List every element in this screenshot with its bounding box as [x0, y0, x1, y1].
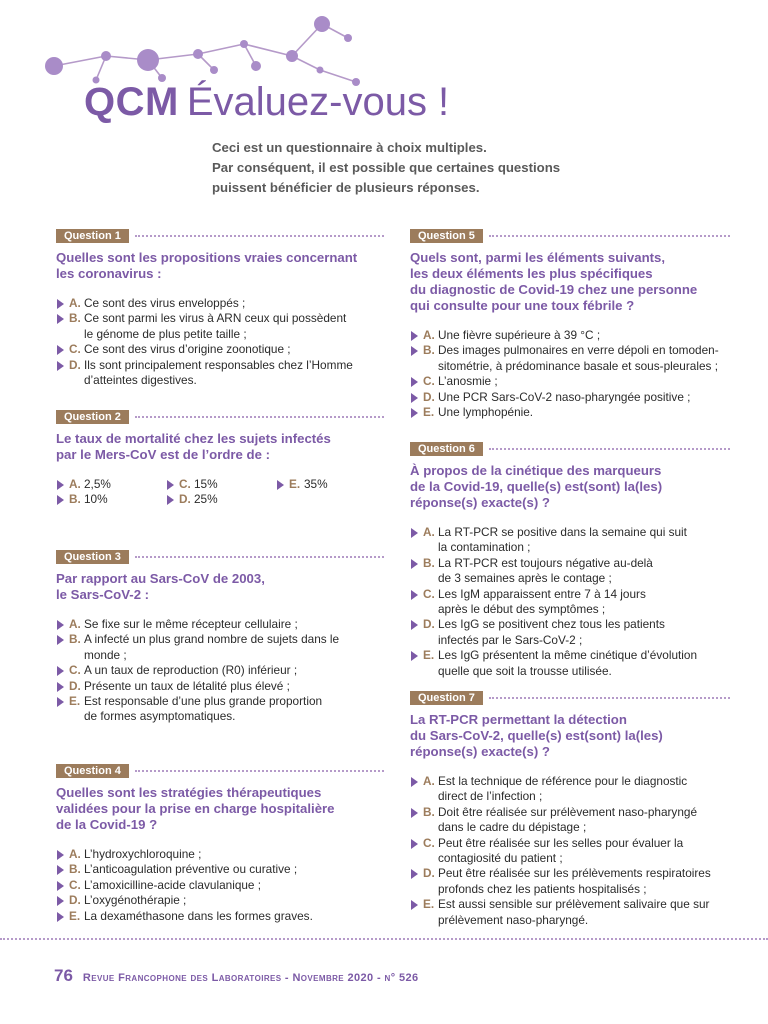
answer-letter: B. — [69, 311, 81, 326]
question-header — [56, 764, 384, 778]
answer-option — [56, 679, 384, 694]
answer-option — [410, 405, 730, 420]
answer-list — [56, 617, 384, 725]
bullet-icon — [56, 620, 65, 630]
answer-letter: E. — [423, 405, 435, 420]
answer-letter: D. — [423, 866, 435, 881]
question-4 — [56, 764, 384, 924]
bullet-icon — [410, 839, 419, 849]
answer-letter: C. — [69, 877, 81, 892]
bullet-icon — [56, 361, 65, 371]
bullet-icon — [166, 480, 175, 490]
page-footer — [54, 966, 419, 986]
answer-letter: A. — [423, 774, 435, 788]
answer-list — [410, 774, 730, 928]
answer-text: Est la technique de référence pour le diagnostic direct de l’infection ; — [438, 774, 688, 804]
dotted-divider — [135, 770, 384, 772]
answer-text: Est aussi sensible sur prélèvement salivaire que sur prélèvement naso-pharyngé. — [438, 897, 710, 927]
answer-list — [410, 525, 730, 679]
question-6 — [410, 442, 730, 679]
bullet-icon — [410, 559, 419, 569]
answer-text: 10% — [84, 492, 108, 507]
question-title-line: La RT-PCR permettant la détection — [410, 712, 627, 727]
answer-letter: A. — [69, 296, 81, 310]
question-tag: Question 2 — [56, 410, 129, 424]
question-title-line: Quelles sont les propositions vraies concernant — [56, 250, 358, 265]
intro-line: Par conséquent, il est possible que certaines questions — [212, 160, 561, 175]
answer-option — [56, 862, 384, 877]
question-title-line: À propos de la cinétique des marqueurs — [410, 463, 662, 478]
bullet-icon — [410, 808, 419, 818]
answer-letter: B. — [69, 632, 81, 647]
question-title-line: les deux éléments les plus spécifiques — [410, 266, 653, 281]
answer-letter: E. — [69, 908, 81, 923]
journal-reference: Revue Francophone des Laboratoires - Novembre 2020 - n° 526 — [82, 972, 419, 984]
bullet-icon — [410, 620, 419, 630]
answer-letter: E. — [69, 694, 81, 709]
answer-text: La RT-PCR se positive dans la semaine qui suit la contamination ; — [438, 525, 687, 555]
answer-option — [56, 694, 384, 725]
answer-option — [166, 492, 276, 507]
answer-list — [410, 328, 730, 420]
answer-letter: D. — [69, 357, 81, 372]
question-title — [410, 712, 730, 760]
answer-letter: C. — [69, 663, 81, 678]
question-header — [56, 229, 384, 243]
page-number: 76 — [54, 966, 73, 985]
answer-option — [410, 836, 730, 867]
answer-text: L’anticoagulation préventive ou curative ; — [84, 862, 298, 877]
answer-text: A infecté un plus grand nombre de sujets dans le monde ; — [84, 632, 340, 662]
bullet-icon — [56, 896, 65, 906]
bullet-icon — [410, 408, 419, 418]
question-title-line: de la Covid-19 ? — [56, 817, 158, 832]
answer-option — [56, 909, 384, 924]
dotted-divider — [489, 448, 730, 450]
question-title-line: par le Mers-CoV est de l’ordre de : — [56, 447, 270, 462]
question-title-line: qui consulte pour une toux fébrile ? — [410, 298, 635, 313]
answer-letter: B. — [69, 492, 81, 507]
bullet-icon — [56, 635, 65, 645]
answer-option — [410, 328, 730, 343]
bullet-icon — [410, 900, 419, 910]
answer-letter: A. — [69, 477, 81, 491]
question-title-line: Par rapport au Sars-CoV de 2003, — [56, 571, 265, 586]
bullet-icon — [410, 869, 419, 879]
question-title-line: validées pour la prise en charge hospitalière — [56, 801, 335, 816]
answer-option — [410, 866, 730, 897]
dotted-divider — [135, 416, 384, 418]
answer-option — [56, 847, 384, 862]
question-title-line: Le taux de mortalité chez les sujets infectés — [56, 431, 331, 446]
answer-text: Ce sont parmi les virus à ARN ceux qui possèdent le génome de plus petite taille ; — [84, 311, 347, 341]
question-header — [410, 691, 730, 705]
answer-option — [56, 893, 384, 908]
answer-option — [166, 477, 276, 492]
answer-text: Les IgG se positivent chez tous les patients infectés par le Sars-CoV-2 ; — [438, 617, 665, 647]
title-main: QCM — [84, 80, 179, 124]
question-title — [56, 250, 384, 282]
answer-text: La dexaméthasone dans les formes graves. — [84, 908, 313, 923]
bullet-icon — [56, 697, 65, 707]
answer-text: 35% — [304, 477, 328, 491]
answer-text: L’anosmie ; — [438, 374, 498, 389]
bullet-icon — [166, 495, 175, 505]
answer-letter: E. — [289, 477, 301, 491]
answer-text: Doit être réalisée sur prélèvement naso-pharyngé dans le cadre du dépistage ; — [438, 804, 698, 835]
answer-letter: B. — [423, 555, 435, 570]
question-title-line: Quelles sont les stratégies thérapeutiques — [56, 785, 322, 800]
answer-letter: B. — [423, 804, 435, 819]
answer-letter: A. — [69, 847, 81, 861]
answer-letter: D. — [423, 617, 435, 632]
answer-text: Des images pulmonaires en verre dépoli en tomoden- sitométrie, à prédominance basale et sous-pleurales ; — [438, 343, 719, 373]
question-title — [410, 250, 730, 314]
question-title — [56, 571, 384, 603]
bullet-icon — [410, 331, 419, 341]
answer-text: La RT-PCR est toujours négative au-delà de 3 semaines après le contage ; — [438, 555, 653, 586]
question-title-line: réponse(s) exacte(s) ? — [410, 495, 550, 510]
answer-option — [56, 878, 384, 893]
answer-option — [56, 296, 384, 311]
question-header — [56, 410, 384, 424]
bullet-icon — [56, 881, 65, 891]
answer-option — [410, 805, 730, 836]
answer-option — [410, 556, 730, 587]
answer-text: L’amoxicilline-acide clavulanique ; — [84, 877, 262, 892]
answer-option — [410, 343, 730, 374]
bullet-icon — [56, 666, 65, 676]
answer-letter: A. — [423, 328, 435, 342]
answer-letter: E. — [423, 897, 435, 912]
question-tag: Question 1 — [56, 229, 129, 243]
answer-text: Les IgM apparaissent entre 7 à 14 jours après le début des symptômes ; — [438, 586, 646, 617]
dotted-divider — [489, 697, 730, 699]
question-7 — [410, 691, 730, 928]
answer-option — [410, 774, 730, 805]
answer-option — [410, 897, 730, 928]
answer-option — [56, 358, 384, 389]
answer-text: Ils sont principalement responsables chez l’Homme d’atteintes digestives. — [84, 357, 353, 388]
answer-letter: D. — [179, 492, 191, 507]
answer-text: Peut être réalisée sur les prélèvements respiratoires profonds chez les patients hospitalisés ; — [438, 866, 711, 896]
answer-grid — [56, 477, 384, 508]
answer-option — [56, 617, 384, 632]
bullet-icon — [410, 651, 419, 661]
answer-option — [56, 477, 166, 492]
answer-text: Présente un taux de létalité plus élevé ; — [84, 678, 290, 693]
question-tag: Question 6 — [410, 442, 483, 456]
answer-letter: E. — [423, 648, 435, 663]
answer-letter: D. — [69, 678, 81, 693]
answer-text: A un taux de reproduction (R0) inférieur ; — [84, 663, 298, 678]
answer-text: Une lymphopénie. — [438, 405, 534, 420]
answer-letter: C. — [423, 835, 435, 850]
dotted-divider — [489, 235, 730, 237]
question-title-line: les coronavirus : — [56, 266, 162, 281]
answer-letter: C. — [423, 586, 435, 601]
question-header — [410, 442, 730, 456]
bullet-icon — [56, 682, 65, 692]
page-title — [84, 82, 449, 122]
question-title — [56, 785, 384, 833]
bullet-icon — [56, 912, 65, 922]
question-5 — [410, 229, 730, 420]
title-sub: Évaluez-vous ! — [186, 80, 450, 124]
intro-line: puissent bénéficier de plusieurs réponses. — [212, 180, 480, 195]
bullet-icon — [56, 314, 65, 324]
answer-option — [410, 390, 730, 405]
bullet-icon — [56, 495, 65, 505]
answer-letter: A. — [423, 525, 435, 539]
answer-option — [56, 311, 384, 342]
question-3 — [56, 550, 384, 725]
answer-option — [410, 525, 730, 556]
question-tag: Question 7 — [410, 691, 483, 705]
answer-option — [410, 587, 730, 618]
answer-option — [276, 477, 386, 492]
dotted-divider — [135, 556, 384, 558]
bullet-icon — [410, 393, 419, 403]
footer-divider — [0, 938, 768, 940]
bullet-icon — [276, 480, 285, 490]
bullet-icon — [410, 346, 419, 356]
answer-letter: D. — [423, 389, 435, 404]
bullet-icon — [410, 590, 419, 600]
intro-text — [212, 138, 652, 198]
answer-option — [56, 663, 384, 678]
answer-letter: C. — [423, 374, 435, 389]
question-title-line: du Sars-CoV-2, quelle(s) est(sont) la(les) — [410, 728, 663, 743]
question-1 — [56, 229, 384, 388]
answer-text: Une fièvre supérieure à 39 °C ; — [438, 328, 601, 342]
answer-text: Est responsable d’une plus grande proportion de formes asymptomatiques. — [84, 694, 323, 724]
answer-text: 15% — [194, 477, 218, 491]
bullet-icon — [56, 865, 65, 875]
answer-text: L’oxygénothérapie ; — [84, 893, 187, 908]
bullet-icon — [56, 299, 65, 309]
question-title-line: réponse(s) exacte(s) ? — [410, 744, 550, 759]
question-title-line: le Sars-CoV-2 : — [56, 587, 150, 602]
bullet-icon — [56, 480, 65, 490]
question-header — [410, 229, 730, 243]
question-title-line: du diagnostic de Covid-19 chez une personne — [410, 282, 698, 297]
question-tag: Question 4 — [56, 764, 129, 778]
question-tag: Question 5 — [410, 229, 483, 243]
answer-text: Peut être réalisée sur les selles pour évaluer la contagiosité du patient ; — [438, 835, 684, 866]
answer-letter: C. — [179, 477, 191, 491]
answer-text: L’hydroxychloroquine ; — [84, 847, 202, 861]
answer-text: Ce sont des virus d’origine zoonotique ; — [84, 342, 291, 357]
bullet-icon — [410, 777, 419, 787]
intro-line: Ceci est un questionnaire à choix multiples. — [212, 140, 487, 155]
answer-letter: B. — [423, 343, 435, 358]
answer-option — [410, 617, 730, 648]
answer-list — [56, 847, 384, 924]
question-title-line: de la Covid-19, quelle(s) est(sont) la(les) — [410, 479, 663, 494]
dotted-divider — [135, 235, 384, 237]
answer-letter: A. — [69, 617, 81, 631]
answer-option — [56, 632, 384, 663]
bullet-icon — [410, 528, 419, 538]
question-2 — [56, 410, 384, 508]
answer-text: 2,5% — [84, 477, 111, 491]
answer-option — [410, 374, 730, 389]
answer-letter: D. — [69, 893, 81, 908]
answer-text: Ce sont des virus enveloppés ; — [84, 296, 246, 310]
question-title-line: Quels sont, parmi les éléments suivants, — [410, 250, 666, 265]
answer-text: 25% — [194, 492, 218, 507]
bullet-icon — [56, 850, 65, 860]
answer-option — [56, 492, 166, 507]
answer-text: Les IgG présentent la même cinétique d’évolution quelle que soit la trousse utilisée. — [438, 648, 698, 678]
question-title — [410, 463, 730, 511]
bullet-icon — [410, 377, 419, 387]
answer-text: Une PCR Sars-CoV-2 naso-pharyngée positive ; — [438, 389, 691, 404]
answer-letter: C. — [69, 342, 81, 357]
question-header — [56, 550, 384, 564]
answer-letter: B. — [69, 862, 81, 877]
bullet-icon — [56, 345, 65, 355]
answer-text: Se fixe sur le même récepteur cellulaire ; — [84, 617, 298, 631]
question-tag: Question 3 — [56, 550, 129, 564]
answer-option — [410, 648, 730, 679]
question-title — [56, 431, 384, 463]
answer-option — [56, 342, 384, 357]
answer-list — [56, 296, 384, 388]
